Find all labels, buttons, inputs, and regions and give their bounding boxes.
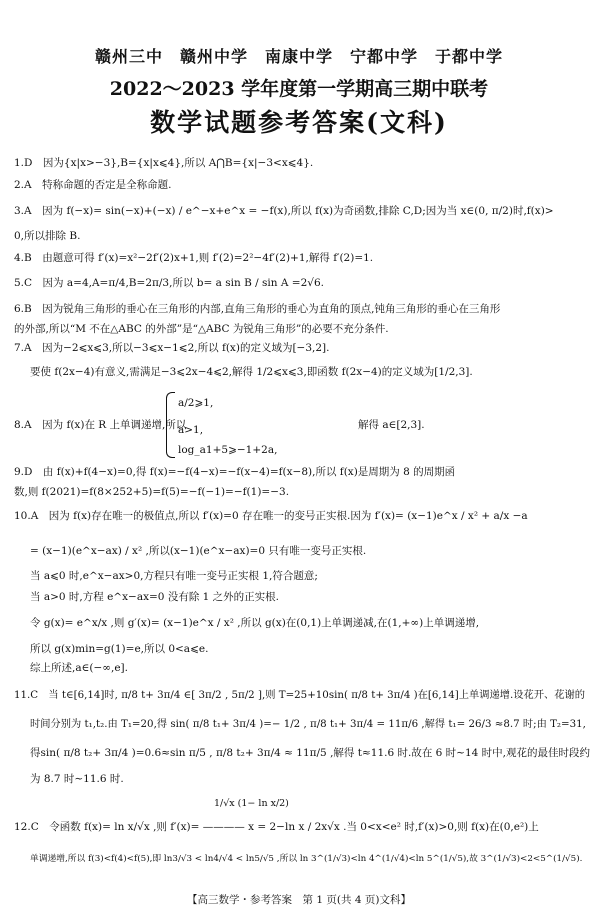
- answer-line: 7.A 因为−2⩽x⩽3,所以−3⩽x−1⩽2,所以 f(x)的定义域为[−3,2].: [14, 342, 330, 354]
- answer-line: 2.A 特称命题的否定是全称命题.: [14, 179, 172, 191]
- answer-line: 数,则 f(2021)=f(8×252+5)=f(5)=−f(−1)=−f(1)=−3.: [14, 486, 290, 498]
- answer-line: 得sin( π/8 t₂+ 3π/4 )=0.6≈sin π/5 , π/8 t₂+ 3π/4 ≈ 11π/5 ,解得 t≈11.6 时.故在 6 时∼14 时中,观花的最佳时段约: [30, 747, 591, 759]
- answer-line: 单调递增,所以 f(3)<f(4)<f(5),即 ln3/√3 < ln4/√4 < ln5/√5 ,所以 ln 3^(1/√3)<ln 4^(1/√4)<ln 5^(1/√5),故 3^(1/√3)<2<5^(1/√5).: [30, 854, 583, 864]
- answer-line: 1.D 因为{x|x>−3},B={x|x⩽4},所以 A⋂B={x|−3<x⩽4}.: [14, 157, 314, 169]
- answer-line: 4.B 由题意可得 f′(x)=x²−2f′(2)x+1,则 f′(2)=2²−4f′(2)+1,解得 f′(2)=1.: [14, 252, 374, 264]
- school-names: 赣州三中 赣州中学 南康中学 宁都中学 于都中学: [94, 47, 503, 66]
- system-condition: a>1,: [178, 424, 204, 436]
- answer-line: 10.A 因为 f(x)存在唯一的极值点,所以 f′(x)=0 存在唯一的变号正实根.因为 f′(x)= (x−1)e^x / x² + a/x −a: [14, 510, 528, 522]
- answer-line: 为 8.7 时∼11.6 时.: [30, 773, 124, 785]
- page-footer: 【高三数学・参考答案 第 1 页(共 4 页)文科】: [187, 894, 411, 906]
- answer-line: 解得 a∈[2,3].: [358, 419, 425, 431]
- fraction-numerator: 1/√x (1− ln x/2): [214, 798, 289, 809]
- answer-line: 当 a>0 时,方程 e^x−ax=0 没有除 1 之外的正实根.: [30, 591, 280, 603]
- answer-line: 3.A 因为 f(−x)= sin(−x)+(−x) / e^−x+e^x = −f(x),所以 f(x)为奇函数,排除 C,D;因为当 x∈(0, π/2)时,f(x)>: [14, 205, 554, 217]
- answer-line: 所以 g(x)min=g(1)=e,所以 0<a⩽e.: [30, 643, 209, 655]
- system-condition: log_a1+5⩾−1+2a,: [178, 444, 278, 456]
- answer-line: 的外部,所以“M 不在△ABC 的外部”是“△ABC 为锐角三角形”的必要不充分条件.: [14, 323, 389, 335]
- system-condition: a/2⩾1,: [178, 397, 214, 409]
- answer-line: 12.C 令函数 f(x)= ln x/√x ,则 f′(x)= ———— x = 2−ln x / 2x√x .当 0<x<e² 时,f′(x)>0,则 f(x)在(0,e²)上: [14, 821, 539, 833]
- exam-title: 2022～2023 学年度第一学期高三期中联考: [109, 78, 489, 100]
- answer-line: 5.C 因为 a=4,A=π/4,B=2π/3,所以 b= a sin B / sin A =2√6.: [14, 277, 324, 289]
- answer-line: 综上所述,a∈(−∞,e].: [30, 662, 128, 674]
- answer-line: 11.C 当 t∈[6,14]时, π/8 t+ 3π/4 ∈[ 3π/2 , 5π/2 ],则 T=25+10sin( π/8 t+ 3π/4 )在[6,14]上单调递增.设花开、花谢的: [14, 689, 585, 701]
- answer-line: 0,所以排除 B.: [14, 230, 81, 242]
- answer-line: 要使 f(2x−4)有意义,需满足−3⩽2x−4⩽2,解得 1/2⩽x⩽3,即函数 f(2x−4)的定义域为[1/2,3].: [30, 366, 473, 378]
- answer-line: 令 g(x)= e^x/x ,则 g′(x)= (x−1)e^x / x² ,所以 g(x)在(0,1)上单调递减,在(1,+∞)上单调递增,: [30, 617, 480, 629]
- answer-line: 时间分别为 t₁,t₂.由 T₁=20,得 sin( π/8 t₁+ 3π/4 )=− 1/2 , π/8 t₁+ 3π/4 = 11π/6 ,解得 t₁= 26/3 ≈8.7 时;由 T₂=31,: [30, 718, 586, 730]
- answer-line: 6.B 因为锐角三角形的垂心在三角形的内部,直角三角形的垂心为直角的顶点,钝角三角形的垂心在三角形: [14, 303, 501, 315]
- answer-line: 8.A 因为 f(x)在 R 上单调递增,所以: [14, 419, 187, 431]
- answer-line: = (x−1)(e^x−ax) / x² ,所以(x−1)(e^x−ax)=0 只有唯一变号正实根.: [30, 545, 367, 557]
- answer-line: 当 a⩽0 时,e^x−ax>0,方程只有唯一变号正实根 1,符合题意;: [30, 570, 318, 582]
- answer-line: 9.D 由 f(x)+f(4−x)=0,得 f(x)=−f(4−x)=−f(x−4)=f(x−8),所以 f(x)是周期为 8 的周期函: [14, 466, 456, 478]
- document-title: 数学试题参考答案(文科): [150, 108, 448, 137]
